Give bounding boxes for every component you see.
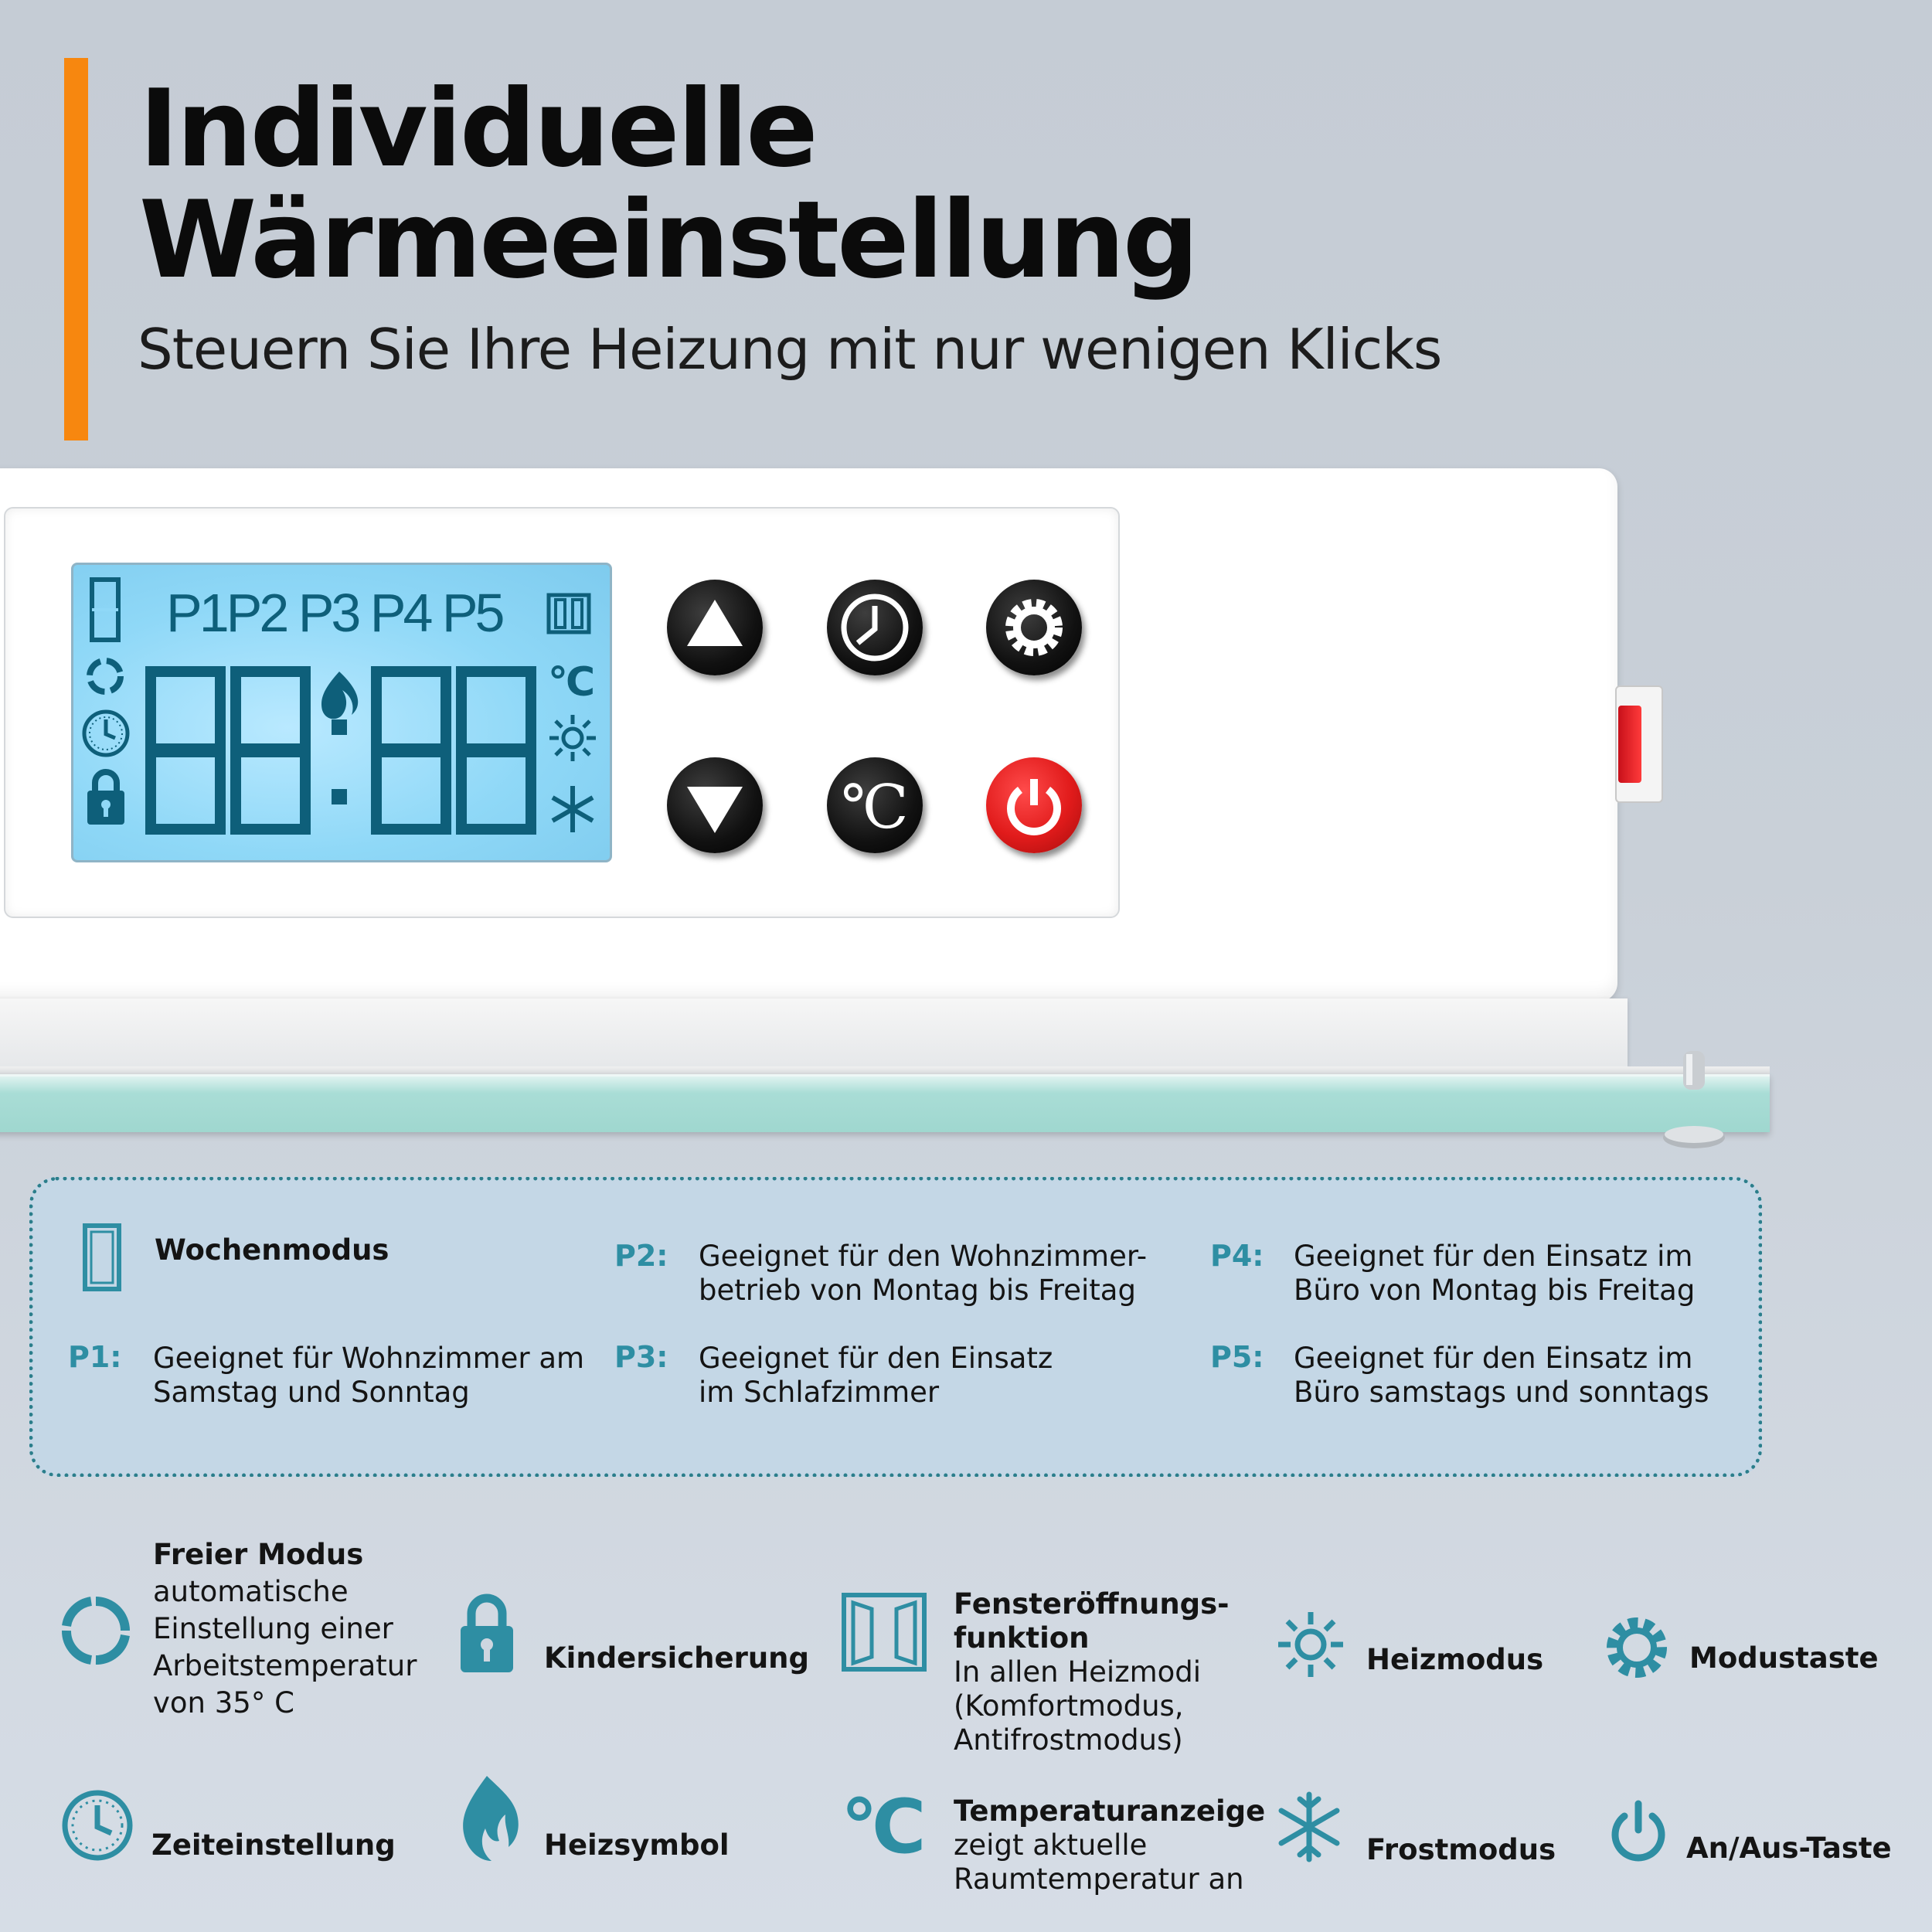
mode-button-text: Modustaste xyxy=(1689,1641,1879,1675)
clock-icon xyxy=(81,709,131,758)
heat-symbol-text: Heizsymbol xyxy=(544,1828,730,1862)
free-mode-icon xyxy=(83,654,128,699)
free-mode-text xyxy=(153,1536,417,1722)
title-line-2: Wärmeeinstellung xyxy=(139,178,1197,302)
temperature-l1: zeigt aktuelle xyxy=(954,1828,1148,1862)
gear-icon xyxy=(986,580,1082,675)
lock-icon xyxy=(84,767,128,826)
week-mode-icon xyxy=(89,577,121,642)
down-button[interactable] xyxy=(667,757,763,853)
p4-code: P4: xyxy=(1210,1239,1264,1273)
clock-icon xyxy=(827,580,923,675)
p5-line1: Geeignet für den Einsatz im xyxy=(1294,1342,1693,1375)
p5-desc xyxy=(1294,1342,1709,1410)
device-base xyxy=(0,998,1628,1066)
p5-line2: Büro samstags und sonntags xyxy=(1294,1376,1709,1409)
page-subtitle: Steuern Sie Ihre Heizung mit nur wenigen Klicks xyxy=(138,317,1442,382)
temperature-text xyxy=(954,1794,1265,1896)
p4-line2: Büro von Montag bis Freitag xyxy=(1294,1274,1696,1307)
child-lock-text: Kindersicherung xyxy=(544,1641,810,1675)
snowflake-icon xyxy=(1275,1791,1343,1862)
power-button-text: An/Aus-Taste xyxy=(1686,1832,1892,1865)
window-text xyxy=(954,1587,1230,1757)
heat-mode-text: Heizmodus xyxy=(1366,1643,1544,1676)
clock-icon xyxy=(60,1788,134,1862)
up-button[interactable] xyxy=(667,580,763,675)
p3-code: P3: xyxy=(614,1340,668,1374)
week-mode-label: Wochenmodus xyxy=(155,1233,389,1267)
down-arrow-icon xyxy=(667,757,763,853)
celsius-icon: ℃ xyxy=(841,773,909,842)
window-title-2: funktion xyxy=(954,1621,1090,1655)
window-icon xyxy=(841,1592,927,1672)
p1-desc xyxy=(153,1342,584,1410)
free-mode-title: Freier Modus xyxy=(153,1538,364,1571)
mode-button-label xyxy=(1689,1640,1879,1677)
free-mode-l4: von 35° C xyxy=(153,1686,294,1719)
flame-icon xyxy=(321,672,358,719)
heat-mode-label xyxy=(1366,1641,1543,1679)
mounting-screw-icon xyxy=(1662,1051,1726,1151)
window-icon xyxy=(546,593,591,634)
free-mode-l1: automatische xyxy=(153,1575,349,1608)
lcd-unit: °C xyxy=(548,659,594,706)
lcd-display xyxy=(71,563,612,862)
p3-desc xyxy=(699,1342,1053,1410)
p4-desc xyxy=(1294,1240,1695,1308)
lcd-time-digits xyxy=(143,665,553,843)
power-icon xyxy=(1607,1799,1669,1864)
page-title xyxy=(139,66,1197,302)
power-button[interactable] xyxy=(986,757,1082,853)
celsius-icon: °C xyxy=(841,1784,920,1870)
window-title-1: Fensteröffnungs- xyxy=(954,1587,1230,1621)
power-button-label xyxy=(1686,1830,1892,1867)
window-l1: In allen Heizmodi xyxy=(954,1655,1202,1689)
settings-button[interactable] xyxy=(986,580,1082,675)
title-line-1: Individuelle xyxy=(139,66,816,191)
glass-panel xyxy=(0,1074,1770,1132)
program-legend xyxy=(29,1177,1762,1477)
program-p2: P2 xyxy=(226,583,287,643)
gear-icon xyxy=(1603,1614,1671,1682)
frost-mode-text: Frostmodus xyxy=(1366,1833,1556,1866)
p1-line1: Geeignet für Wohnzimmer am xyxy=(153,1342,585,1375)
heat-symbol-label xyxy=(544,1827,730,1864)
time-setting-label xyxy=(151,1827,396,1864)
up-arrow-icon xyxy=(667,580,763,675)
week-mode-icon xyxy=(80,1223,124,1292)
p2-line2: betrieb von Montag bis Freitag xyxy=(699,1274,1136,1307)
clock-button[interactable] xyxy=(827,580,923,675)
p4-line1: Geeignet für den Einsatz im xyxy=(1294,1240,1693,1273)
side-power-switch[interactable] xyxy=(1615,685,1663,803)
lock-icon xyxy=(456,1590,518,1675)
free-mode-icon xyxy=(57,1592,134,1669)
p1-line2: Samstag und Sonntag xyxy=(153,1376,470,1409)
free-mode-l3: Arbeitstemperatur xyxy=(153,1649,417,1682)
time-setting-text: Zeiteinstellung xyxy=(151,1828,396,1862)
p1-code: P1: xyxy=(68,1340,122,1374)
snowflake-icon xyxy=(548,784,597,834)
window-l2: (Komfortmodus, xyxy=(954,1689,1184,1723)
flame-icon xyxy=(456,1773,521,1866)
window-l3: Antifrostmodus) xyxy=(954,1723,1183,1757)
accent-bar xyxy=(64,58,88,440)
p2-line1: Geeignet für den Wohnzimmer- xyxy=(699,1240,1148,1273)
program-p4: P4 xyxy=(369,583,430,643)
sun-icon xyxy=(548,713,597,763)
power-icon xyxy=(986,757,1082,853)
p5-code: P5: xyxy=(1210,1340,1264,1374)
p3-line2: im Schlafzimmer xyxy=(699,1376,940,1409)
program-p5: P5 xyxy=(441,583,502,643)
p2-code: P2: xyxy=(614,1239,668,1273)
p2-desc xyxy=(699,1240,1147,1308)
frost-mode-label xyxy=(1366,1832,1556,1869)
p3-line1: Geeignet für den Einsatz xyxy=(699,1342,1053,1375)
temperature-button[interactable] xyxy=(827,757,923,853)
program-p3: P3 xyxy=(298,583,359,643)
free-mode-l2: Einstellung einer xyxy=(153,1612,393,1645)
child-lock-label xyxy=(544,1640,809,1677)
temperature-l2: Raumtemperatur an xyxy=(954,1862,1244,1896)
temperature-title: Temperaturanzeige xyxy=(954,1794,1266,1828)
program-p1: P1 xyxy=(166,583,226,643)
sun-icon xyxy=(1277,1611,1345,1679)
